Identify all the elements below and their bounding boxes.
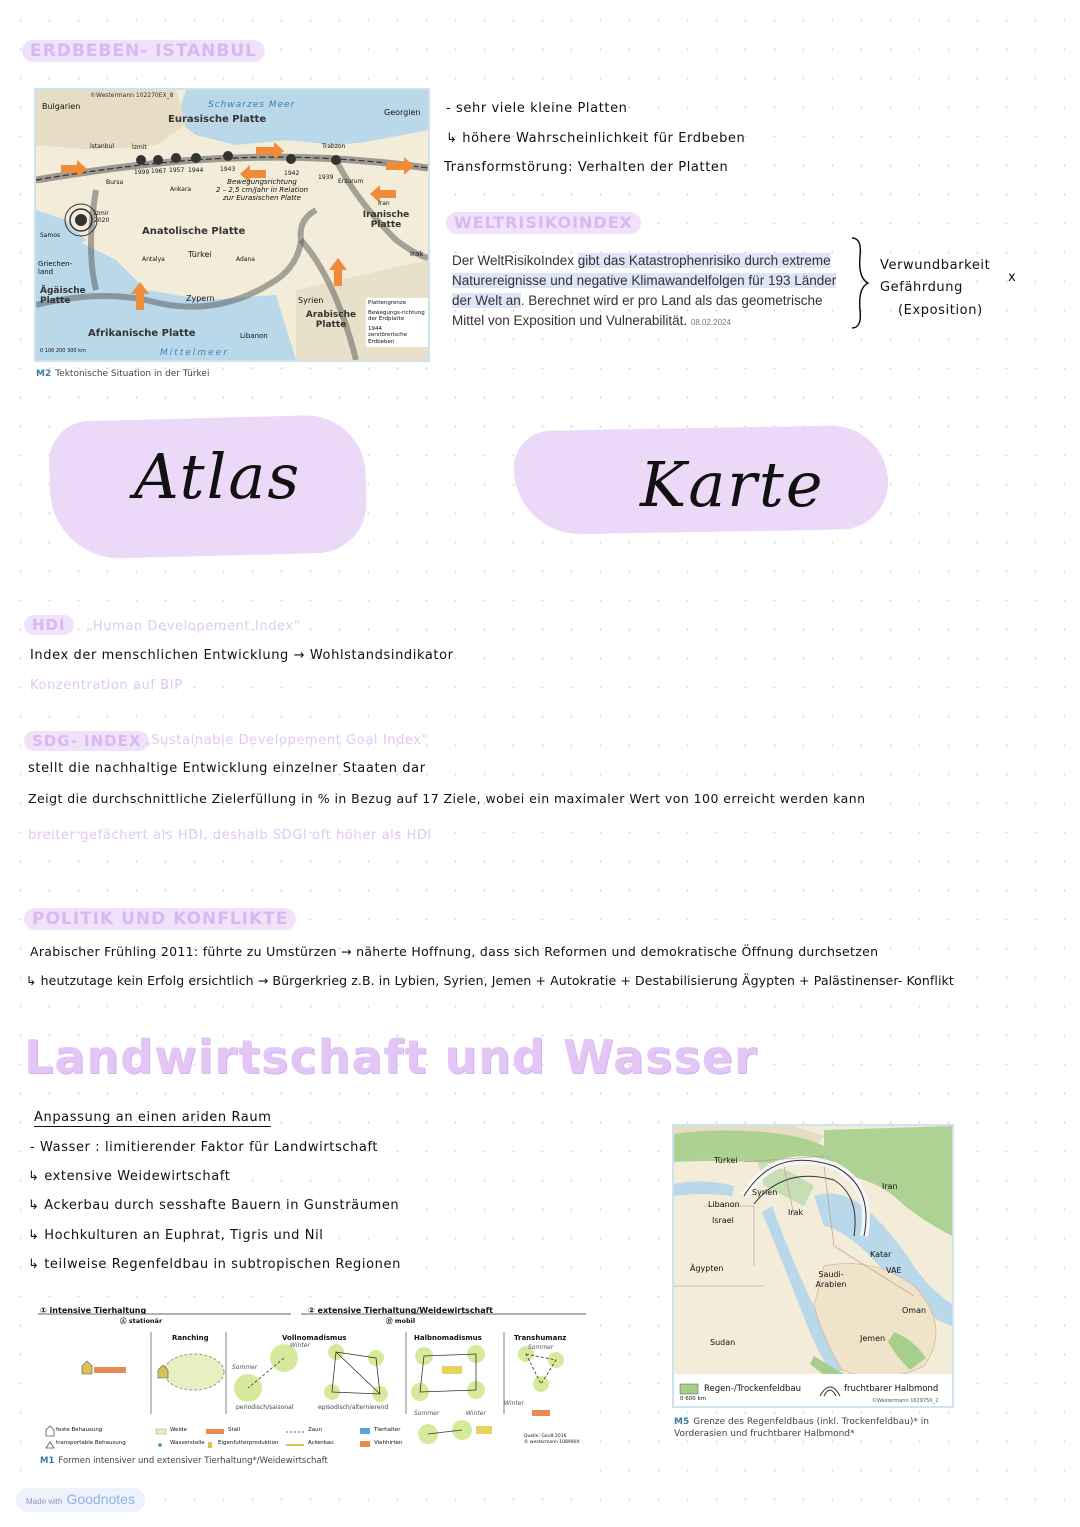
map-label-anatolische: Anatolische Platte: [142, 226, 246, 237]
map2-publisher: ©Westermann 162975X_2: [872, 1398, 939, 1404]
diag-winter-3: Winter: [466, 1410, 486, 1417]
map2-caption: M5 Grenze des Regenfeldbaus (inkl. Trockenfeldbau)* in Vorderasien und fruchtbarer Halbmond*: [674, 1417, 929, 1439]
map-regenfeldbau: [672, 1124, 954, 1408]
diag-per-sais: periodisch/saisonal: [236, 1404, 294, 1411]
weltrisiko-definition: Der WeltRisikoIndex gibt das Katastrophenrisiko durch extreme Naturereignisse und negative Klimawandelfolgen für 193 Länder der Welt an. Berechnet wird er pro Land als das geometrische Mittel von Exposition und Vulnerabilität. 08.02.2024: [452, 253, 837, 328]
hdi-full: „Human Developement Index“: [86, 619, 302, 634]
map-label-tuerkei: Türkei: [188, 250, 212, 259]
map-label-erzurum: Erzurum: [338, 178, 364, 185]
erdbeben-note-2: ↳ höhere Wahrscheinlichkeit für Erdbeben: [446, 131, 746, 146]
diag-h1: ① intensive Tierhaltung: [40, 1306, 147, 1315]
map-label-afrikanische: Afrikanische Platte: [88, 328, 196, 339]
brace-item-2: Gefährdung: [880, 280, 963, 295]
word-atlas: Atlas: [134, 440, 302, 513]
map2-saudi: Saudi-Arabien: [815, 1270, 847, 1289]
heading-politik: POLITIK UND KONFLIKTE: [24, 908, 296, 930]
map-label-bulgarien: Bulgarien: [42, 102, 81, 111]
politik-line-1: Arabischer Frühling 2011: führte zu Umstürzen → näherte Hoffnung, dass sich Reformen und demokratische Öffnung durchsetzen: [30, 944, 879, 959]
map2-legend-1: Regen-/Trockenfeldbau: [704, 1384, 802, 1394]
erdbeben-note-3: Transformstörung: Verhalten der Platten: [444, 160, 729, 175]
diag-winter-1: Winter: [290, 1342, 310, 1349]
erdbeben-note-1: - sehr viele kleine Platten: [446, 101, 628, 116]
map2-katar: Katar: [870, 1250, 892, 1259]
map-label-mittelmeer: Mittelmeer: [160, 348, 229, 358]
brace-item-3: (Exposition): [898, 303, 983, 318]
map2-vae: VAE: [886, 1266, 902, 1275]
title-landwirtschaft: Landwirtschaft und Wasser: [24, 1030, 758, 1084]
map-label-bursa: Bursa: [106, 179, 124, 186]
map-label-trabzon: Trabzon: [322, 143, 346, 150]
map-label-libanon: Libanon: [240, 332, 268, 340]
lw-line-5: ↳ teilweise Regenfeldbau in subtropischen Regionen: [28, 1257, 401, 1272]
legend-erdbeben: zerstörerische Erdbeben: [368, 332, 407, 345]
lw-line-4: ↳ Hochkulturen an Euphrat, Tigris und Nil: [28, 1228, 324, 1243]
map-label-iran-city: Iran: [378, 200, 390, 207]
map2-tuerkei: Türkei: [714, 1156, 738, 1165]
map-label-antalya: Antalya: [142, 256, 165, 263]
map-legend: [366, 298, 428, 347]
map-label-ankara: Ankara: [170, 186, 192, 193]
map-label-eurasische: Eurasische Platte: [168, 114, 267, 125]
map-year-7: 1939: [318, 174, 334, 181]
map2-syrien: Syrien: [752, 1188, 778, 1197]
map-tectonic-turkey: [34, 88, 430, 362]
diag-legend-4: Wasserstelle: [170, 1440, 205, 1446]
map2-oman: Oman: [902, 1306, 927, 1315]
diag-legend-1: feste Behausung: [56, 1427, 103, 1433]
heading-hdi: HDI: [24, 615, 74, 635]
diag-caption: M1 Formen intensiver und extensiver Tierhaltung*/Weidewirtschaft: [40, 1456, 328, 1466]
legend-year: 1944: [368, 325, 382, 332]
map-label-iranische: Iranische Platte: [362, 210, 410, 230]
map-label-georgien: Georgien: [384, 108, 421, 117]
map-label-aegaeische: Ägäische Platte: [40, 286, 86, 306]
hdi-line-2: Konzentration auf BIP: [30, 678, 183, 693]
map-year-2: 1967: [151, 168, 167, 175]
map-year-6: 1942: [284, 170, 300, 177]
sdg-line-3: breiter gefächert als HDI, deshalb SDGI oft höher als HDI: [28, 828, 432, 843]
map-year-4: 1944: [188, 167, 204, 174]
diag-epi-alt: episodisch/alternierend: [318, 1404, 389, 1411]
map2-israel: Israel: [712, 1216, 734, 1225]
diag-source: Quelle: Gindt 2016: [524, 1434, 567, 1439]
goodnotes-badge: Made with Goodnotes: [16, 1488, 145, 1512]
diag-legend-2: transportable Behausung: [56, 1440, 126, 1446]
diag-h2: ② extensive Tierhaltung/Weidewirtschaft: [308, 1306, 493, 1315]
map-label-zypern: Zypern: [186, 294, 215, 303]
legend-grenze: Plattengrenze: [368, 300, 407, 306]
map2-iran: Iran: [882, 1182, 898, 1191]
map-label-irak: Irak: [410, 250, 424, 258]
map-label-arabische: Arabische Platte: [305, 310, 357, 330]
diag-col-transhumanz: Transhumanz: [514, 1334, 567, 1342]
map2-libanon: Libanon: [708, 1200, 740, 1209]
politik-line-2: ↳ heutzutage kein Erfolg ersichtlich → Bürgerkrieg z.B. in Lybien, Syrien, Jemen + Autokratie + Destabilisierung Ägypten + Palästinenser- Konflikt: [26, 973, 954, 988]
diag-sommer-3: Sommer: [414, 1410, 440, 1417]
diag-legend-7: Zaun: [308, 1427, 323, 1433]
sdg-full: „Sustainable Developement Goal Index“: [144, 733, 429, 748]
diag-h1a: Ⓐ stationär: [120, 1317, 163, 1325]
map-label-adana: Adana: [236, 256, 255, 263]
diag-legend-9: Tierhalter: [374, 1427, 401, 1433]
diag-legend-5: Stall: [228, 1427, 241, 1433]
diag-col-vollnomadismus: Vollnomadismus: [282, 1334, 347, 1342]
map-label-izmir: İzmir 2020: [94, 210, 110, 224]
brace: [848, 236, 872, 334]
subheading-anpassung: Anpassung an einen ariden Raum: [34, 1110, 272, 1125]
map-label-schwarzes-meer: Schwarzes Meer: [208, 100, 296, 110]
map-label-griechenland: Griechen-land: [38, 260, 73, 276]
map2-aegypten: Ägypten: [690, 1264, 724, 1273]
map-scale: 0 100 200 300 km: [40, 348, 86, 354]
map2-irak: Irak: [788, 1208, 804, 1217]
heading-erdbeben: ERDBEBEN- ISTANBUL: [22, 40, 265, 62]
diag-legend-3: Weide: [170, 1427, 187, 1433]
map-year-5: 1943: [220, 166, 236, 173]
map-label-izmit: İzmit: [132, 144, 147, 151]
map2-scale: 0 600 km: [680, 1396, 707, 1402]
map-publisher: ©Westermann 102270EX_8: [90, 92, 174, 99]
map-label-syrien: Syrien: [298, 296, 324, 305]
hdi-line-1: Index der menschlichen Entwicklung → Wohlstandsindikator: [30, 648, 454, 663]
diag-col-ranching: Ranching: [172, 1334, 209, 1342]
diag-legend-6: Eigenfutterproduktion: [218, 1440, 279, 1446]
word-karte: Karte: [640, 448, 825, 521]
sdg-line-1: stellt die nachhaltige Entwicklung einzelner Staaten dar: [28, 761, 426, 776]
legend-bewegung: Bewegungs-richtung der Erdplatte: [368, 309, 425, 322]
map-year-1: 1999: [134, 169, 150, 176]
heading-weltrisiko: WELTRISIKOINDEX: [446, 212, 641, 234]
map-caption: M2 Tektonische Situation in der Türkei: [36, 369, 210, 379]
lw-line-2: ↳ extensive Weidewirtschaft: [28, 1169, 231, 1184]
map-label-istanbul: İstanbul: [90, 143, 115, 150]
map-bewegung-note: Bewegungsrichtung 2 – 2,5 cm/Jahr in Relation zur Eurasischen Platte: [215, 178, 309, 202]
diag-h2b: Ⓑ mobil: [386, 1317, 416, 1325]
diag-sommer-1: Sommer: [232, 1364, 258, 1371]
diag-sommer-2: Sommer: [528, 1344, 554, 1351]
brace-item-1: Verwundbarkeit: [880, 258, 991, 273]
map-label-samos: Samos: [40, 232, 61, 239]
lw-line-1: - Wasser : limitierender Faktor für Landwirtschaft: [30, 1140, 379, 1155]
map2-jemen: Jemen: [860, 1334, 886, 1343]
diag-legend-10: Viehhirten: [374, 1440, 403, 1446]
diag-col-halbnomadismus: Halbnomadismus: [414, 1334, 482, 1342]
diag-winter-2: Winter: [504, 1400, 524, 1407]
map-year-3: 1957: [169, 167, 185, 174]
diagram-tierhaltung: [36, 1302, 588, 1472]
map2-legend-2: fruchtbarer Halbmond: [844, 1384, 939, 1394]
map2-sudan: Sudan: [710, 1338, 736, 1347]
heading-sdg: SDG- INDEX: [24, 731, 149, 751]
times-mark: x: [1008, 270, 1017, 285]
lw-line-3: ↳ Ackerbau durch sesshafte Bauern in Gunsträumen: [28, 1198, 400, 1213]
sdg-line-2: Zeigt die durchschnittliche Zielerfüllung in % in Bezug auf 17 Ziele, wobei ein maximaler Wert von 100 erreicht werden kann: [28, 791, 866, 806]
diag-legend-8: Ackerbau: [308, 1440, 334, 1446]
diag-publisher: © westermann 108990X: [524, 1440, 580, 1445]
